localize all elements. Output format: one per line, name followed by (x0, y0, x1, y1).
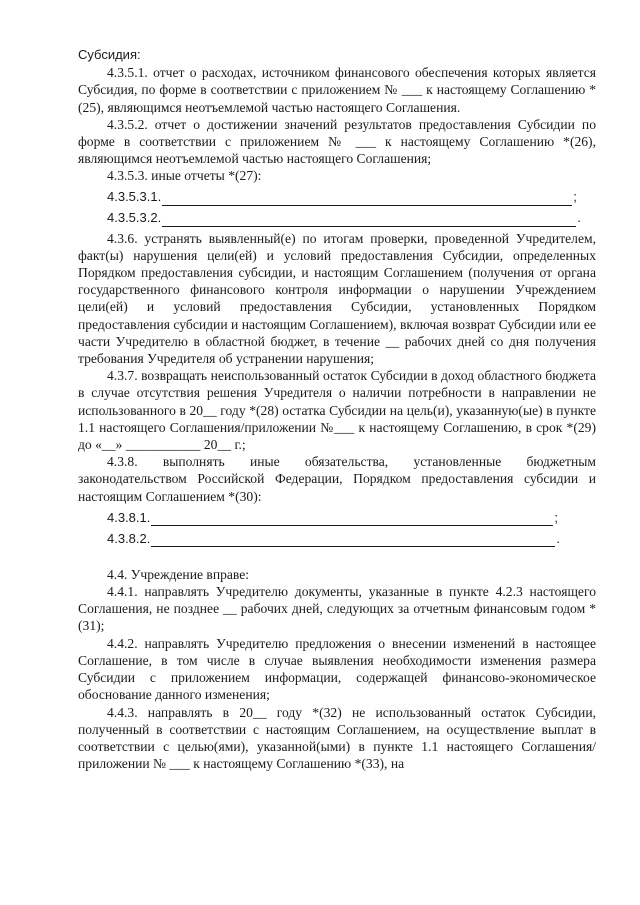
clause-4-4-2: 4.4.2. направлять Учредителю предложения о внесении изменений в настоящее Соглашение, в том числе в случае выявления необходимости изменения размера Субсидии с приложением информации, содержащей финансово-экономическое обоснование данного изменения; (78, 635, 596, 703)
blank-line-number: 4.3.8.1. (107, 509, 151, 525)
clause-4-3-5-2: 4.3.5.2. отчет о достижении значений результатов предоставления Субсидии по форме в соответствии с приложением № ___ к настоящему Соглашению *(26), являющимся неотъемлемой частью настоящего Соглашения; (78, 116, 596, 167)
section-heading: Субсидия: (78, 47, 141, 62)
fill-in-rule (162, 193, 572, 206)
blank-line-end: ; (554, 509, 558, 525)
blank-line-end: . (556, 530, 560, 546)
blank-line-number: 4.3.5.3.1. (107, 189, 162, 205)
blank-line-number: 4.3.5.3.2. (107, 210, 162, 226)
blank-line-number: 4.3.8.2. (107, 530, 151, 546)
clause-4-3-7: 4.3.7. возвращать неиспользованный остаток Субсидии в доход областного бюджета в случае отсутствия решения Учредителя о наличии потребности в направлении не использованного в 20__ году *(28) остатка Субсидии на цель(и), указанную(ые) в пункте 1.1 настоящего Соглашения/приложении №___ к настоящему Соглашению, в срок *(29) до «__» ___________ 20__ г.; (78, 368, 596, 453)
clause-4-4-1: 4.4.1. направлять Учредителю документы, указанные в пункте 4.2.3 настоящего Соглашения, не позднее __ рабочих дней, следующих за отчетным финансовым годом *(31); (78, 584, 596, 634)
fill-in-rule (162, 214, 576, 227)
clause-4-3-5-1: 4.3.5.1. отчет о расходах, источником финансового обеспечения которых является Субсидия, по форме в соответствии с приложением № ___ к настоящему Соглашению *(25), являющимся неотъемлемой частью настоящего Соглашения. (78, 65, 596, 115)
fill-in-rule (151, 534, 555, 547)
fill-in-rule (151, 513, 553, 526)
blank-line-end: . (577, 210, 581, 226)
clause-4-3-5-3: 4.3.5.3. иные отчеты *(27): (107, 168, 262, 184)
clause-4-3-6: 4.3.6. устранять выявленный(е) по итогам проверки, проведенной Учредителем, факт(ы) нарушения цели(ей) и условий предоставления Субсидии, определенных Порядком предоставления субсидии, и настоящим Соглашением (получения от органа государственного финансового контроля информации о нарушении Учреждением цели(ей) и условий предоставления Субсидии, установленных Порядком предоставления субсидии и настоящим Соглашением), включая возврат Субсидии или ее части Учредителю в областной бюджет, в течение __ рабочих дней со дня получения требования Учредителя об устранении нарушения; (78, 230, 596, 367)
blank-line-4-3-8-2 (107, 530, 596, 547)
paragraph-spacer (78, 550, 596, 566)
blank-line-4-3-5-3-1 (107, 189, 596, 206)
document-page (78, 46, 596, 772)
clause-4-4: 4.4. Учреждение вправе: (107, 566, 250, 582)
blank-line-4-3-5-3-2 (107, 210, 596, 227)
clause-4-4-3: 4.4.3. направлять в 20__ году *(32) не использованный остаток Субсидии, полученный в соответствии с настоящим Соглашением, на осуществление выплат в соответствии с целью(ями), указанной(ыми) в пункте 1.1 настоящего Соглашения/приложении № ___ к настоящему Соглашению *(33), на (78, 704, 596, 772)
clause-4-3-8: 4.3.8. выполнять иные обязательства, установленные бюджетным законодательством Российской Федерации, Порядком предоставления субсидии и настоящим Соглашением *(30): (78, 454, 596, 504)
blank-line-4-3-8-1 (107, 509, 596, 526)
blank-line-end: ; (573, 189, 577, 205)
